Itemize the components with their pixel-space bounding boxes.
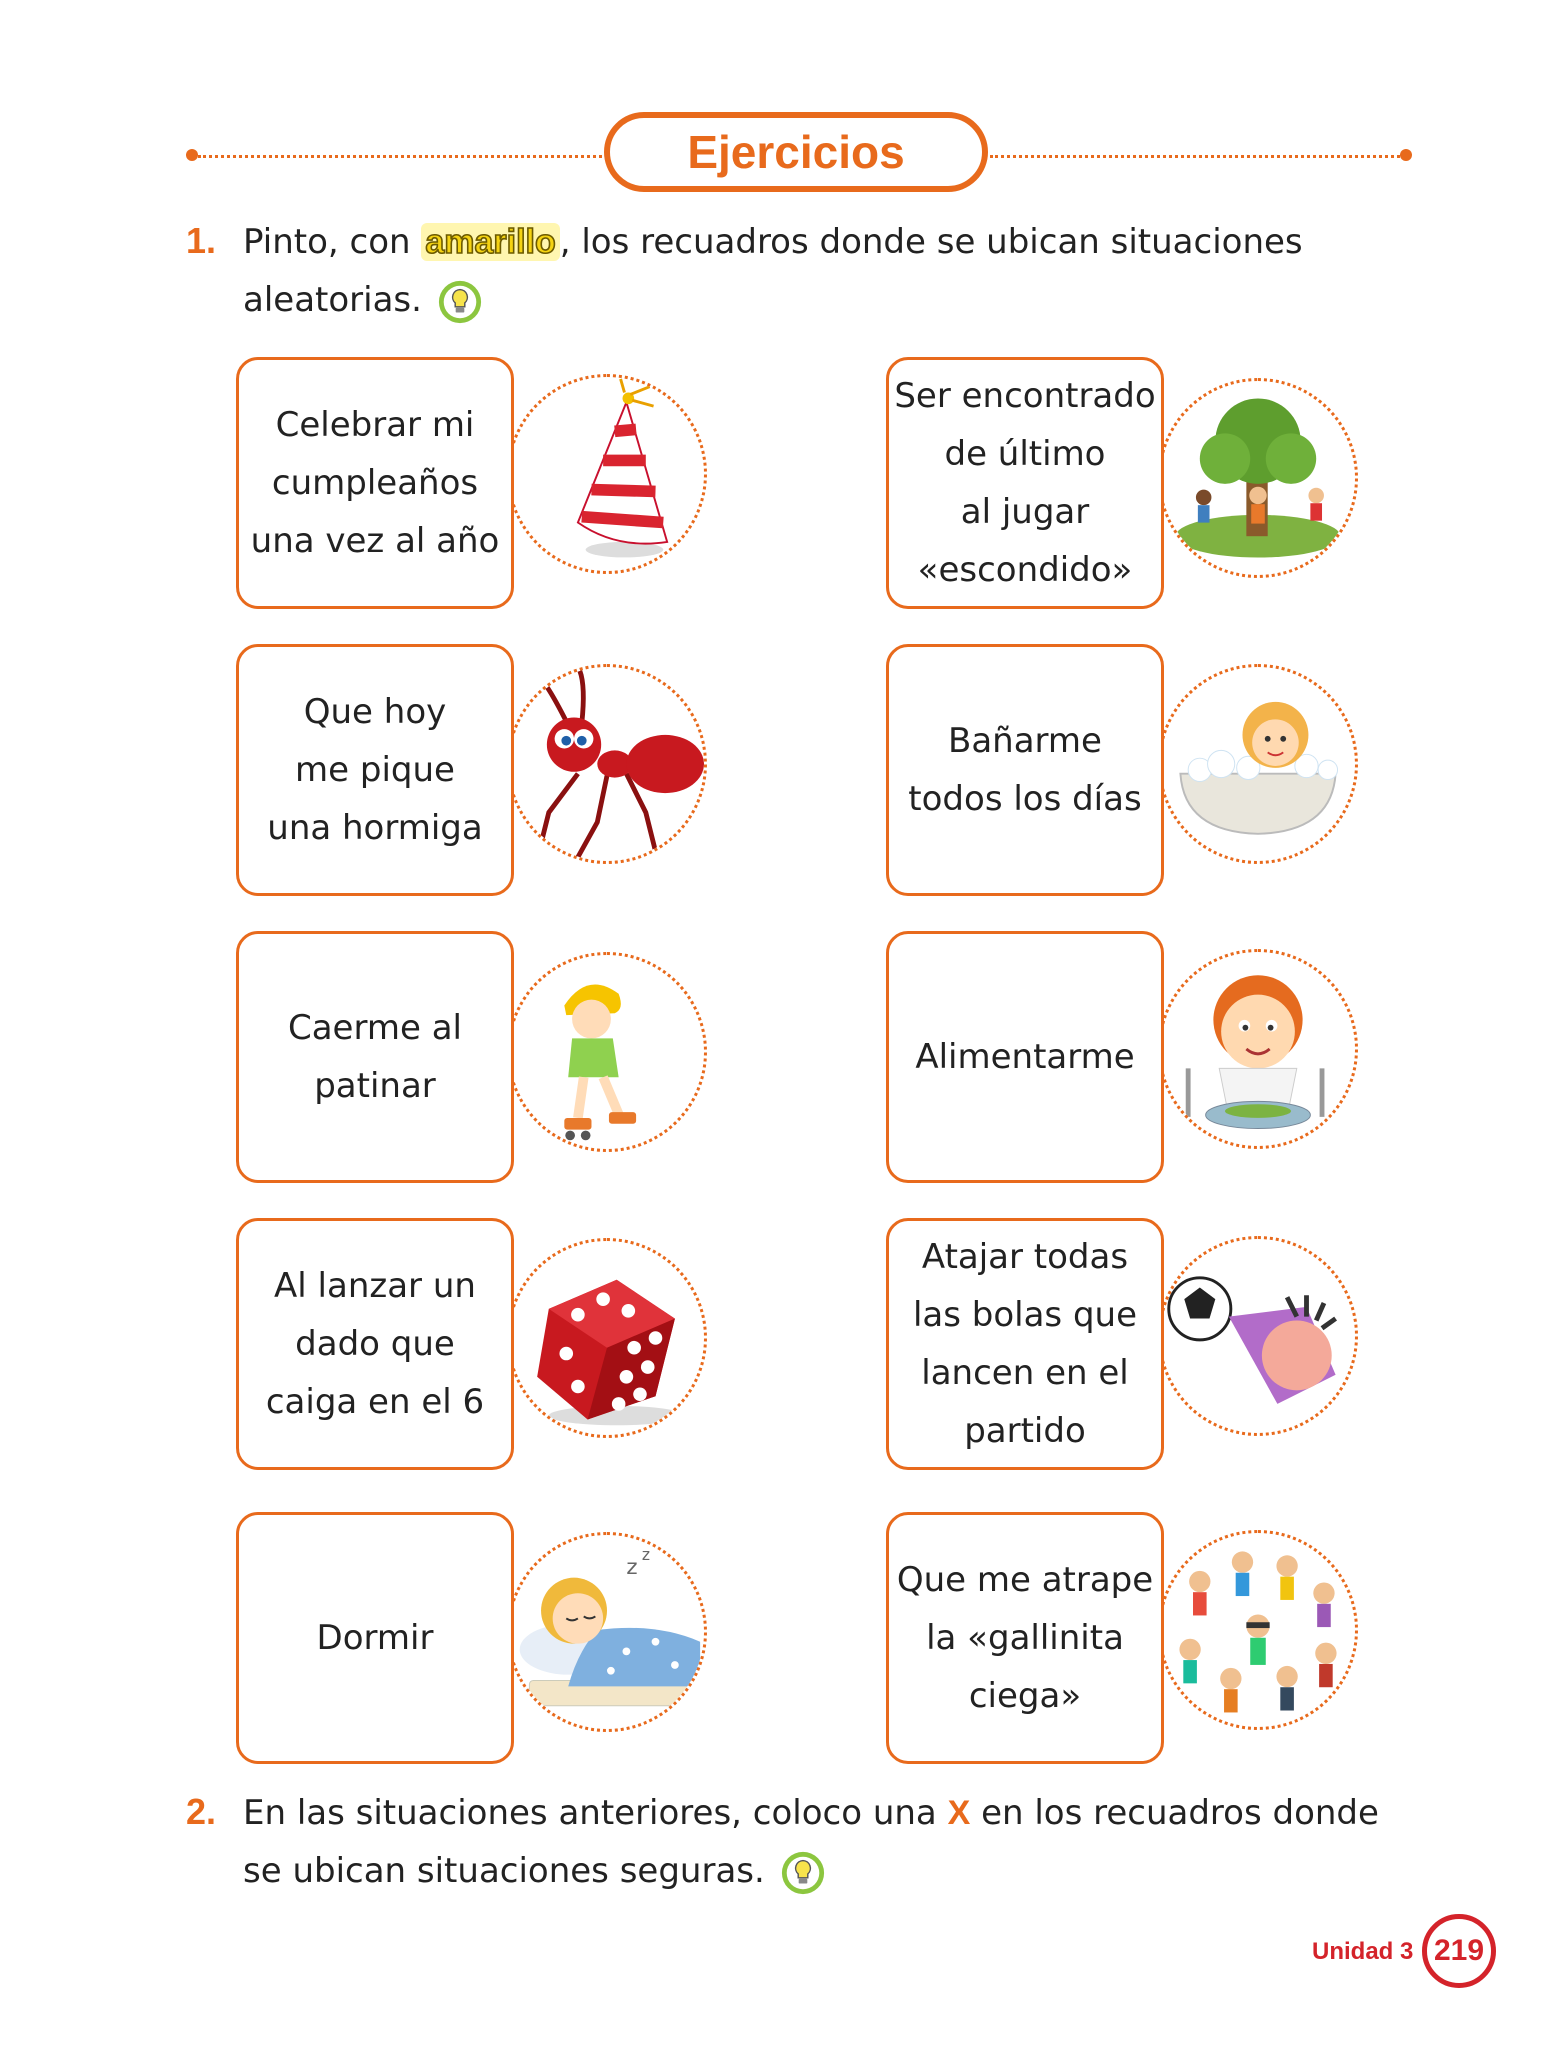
exercise-2-instructions bbox=[243, 1784, 1379, 1900]
page-number: 219 bbox=[1433, 1934, 1485, 1967]
ant-icon bbox=[510, 667, 704, 861]
situation-text: Bañarme todos los días bbox=[908, 721, 1142, 819]
situation-text: Alimentarme bbox=[915, 1037, 1135, 1077]
card-illustration bbox=[507, 374, 707, 574]
boy-eating-icon bbox=[1161, 952, 1355, 1146]
card-illustration bbox=[1158, 664, 1358, 864]
card-illustration bbox=[507, 1238, 707, 1438]
section-title-pill bbox=[604, 112, 988, 192]
situation-card-box[interactable] bbox=[886, 357, 1164, 609]
situation-text: Atajar todas las bolas que lancen en el partido bbox=[912, 1237, 1138, 1451]
lightbulb-icon bbox=[437, 279, 483, 325]
exercise-1-line-1: Pinto, con amarillo , los recuadros donde se ubican situaciones bbox=[243, 222, 1303, 262]
situation-card-box[interactable] bbox=[886, 1512, 1164, 1764]
goalkeeper-ball-icon bbox=[1161, 1239, 1355, 1433]
situation-text: Al lanzar un dado que caiga en el 6 bbox=[265, 1266, 485, 1422]
exercise-2-line-1: En las situaciones anteriores, coloco una X en los recuadros donde bbox=[243, 1793, 1379, 1833]
highlight-word: amarillo bbox=[421, 223, 559, 261]
card-illustration bbox=[1158, 949, 1358, 1149]
sleeping-child-icon bbox=[510, 1535, 704, 1729]
card-illustration bbox=[1158, 378, 1358, 578]
situation-text: Que hoy me pique una hormiga bbox=[267, 692, 483, 848]
exercise-2-line-2: se ubican situaciones seguras. bbox=[243, 1842, 1379, 1900]
header-rule-left bbox=[198, 155, 602, 158]
x-mark: X bbox=[947, 1794, 971, 1832]
red-die-icon bbox=[510, 1241, 704, 1435]
exercise-2-number: 2. bbox=[186, 1791, 217, 1832]
exercise-1-number: 1. bbox=[186, 220, 217, 261]
situation-text: Que me atrape la «gallinita ciega» bbox=[896, 1560, 1154, 1716]
svg-text:z: z bbox=[626, 1554, 638, 1580]
section-title: Ejercicios bbox=[687, 126, 905, 178]
page-number-badge bbox=[1422, 1914, 1496, 1988]
card-illustration bbox=[1158, 1236, 1358, 1436]
situation-card-box[interactable] bbox=[886, 644, 1164, 896]
situation-card-box[interactable] bbox=[236, 1512, 514, 1764]
blind-mans-buff-kids-icon bbox=[1161, 1533, 1355, 1727]
situation-text: Ser encontrado de último al jugar «escondido» bbox=[894, 376, 1156, 590]
situation-text: Caerme al patinar bbox=[287, 1008, 462, 1106]
situation-card-box[interactable] bbox=[236, 644, 514, 896]
hide-and-seek-tree-icon bbox=[1161, 381, 1355, 575]
lightbulb-icon bbox=[780, 1850, 826, 1896]
situation-text: Dormir bbox=[316, 1618, 434, 1658]
header-dot-right bbox=[1400, 149, 1412, 161]
situation-text: Celebrar mi cumpleaños una vez al año bbox=[250, 405, 500, 561]
card-illustration bbox=[1158, 1530, 1358, 1730]
girl-bathtub-icon bbox=[1161, 667, 1355, 861]
exercise-1-instructions bbox=[243, 213, 1303, 329]
girl-roller-skating-icon bbox=[510, 955, 704, 1149]
header-rule-right bbox=[990, 155, 1400, 158]
party-hat-icon bbox=[510, 377, 704, 571]
situation-card-box[interactable] bbox=[886, 1218, 1164, 1470]
exercise-1-line-2: aleatorias. bbox=[243, 271, 1303, 329]
card-illustration bbox=[507, 664, 707, 864]
card-illustration bbox=[507, 1532, 707, 1732]
unit-label: Unidad 3 bbox=[1312, 1938, 1414, 1965]
card-illustration bbox=[507, 952, 707, 1152]
header-dot-left bbox=[186, 149, 198, 161]
situation-card-box[interactable] bbox=[886, 931, 1164, 1183]
svg-text:z: z bbox=[641, 1546, 651, 1565]
situation-card-box[interactable] bbox=[236, 931, 514, 1183]
situation-card-box[interactable] bbox=[236, 357, 514, 609]
situation-card-box[interactable] bbox=[236, 1218, 514, 1470]
